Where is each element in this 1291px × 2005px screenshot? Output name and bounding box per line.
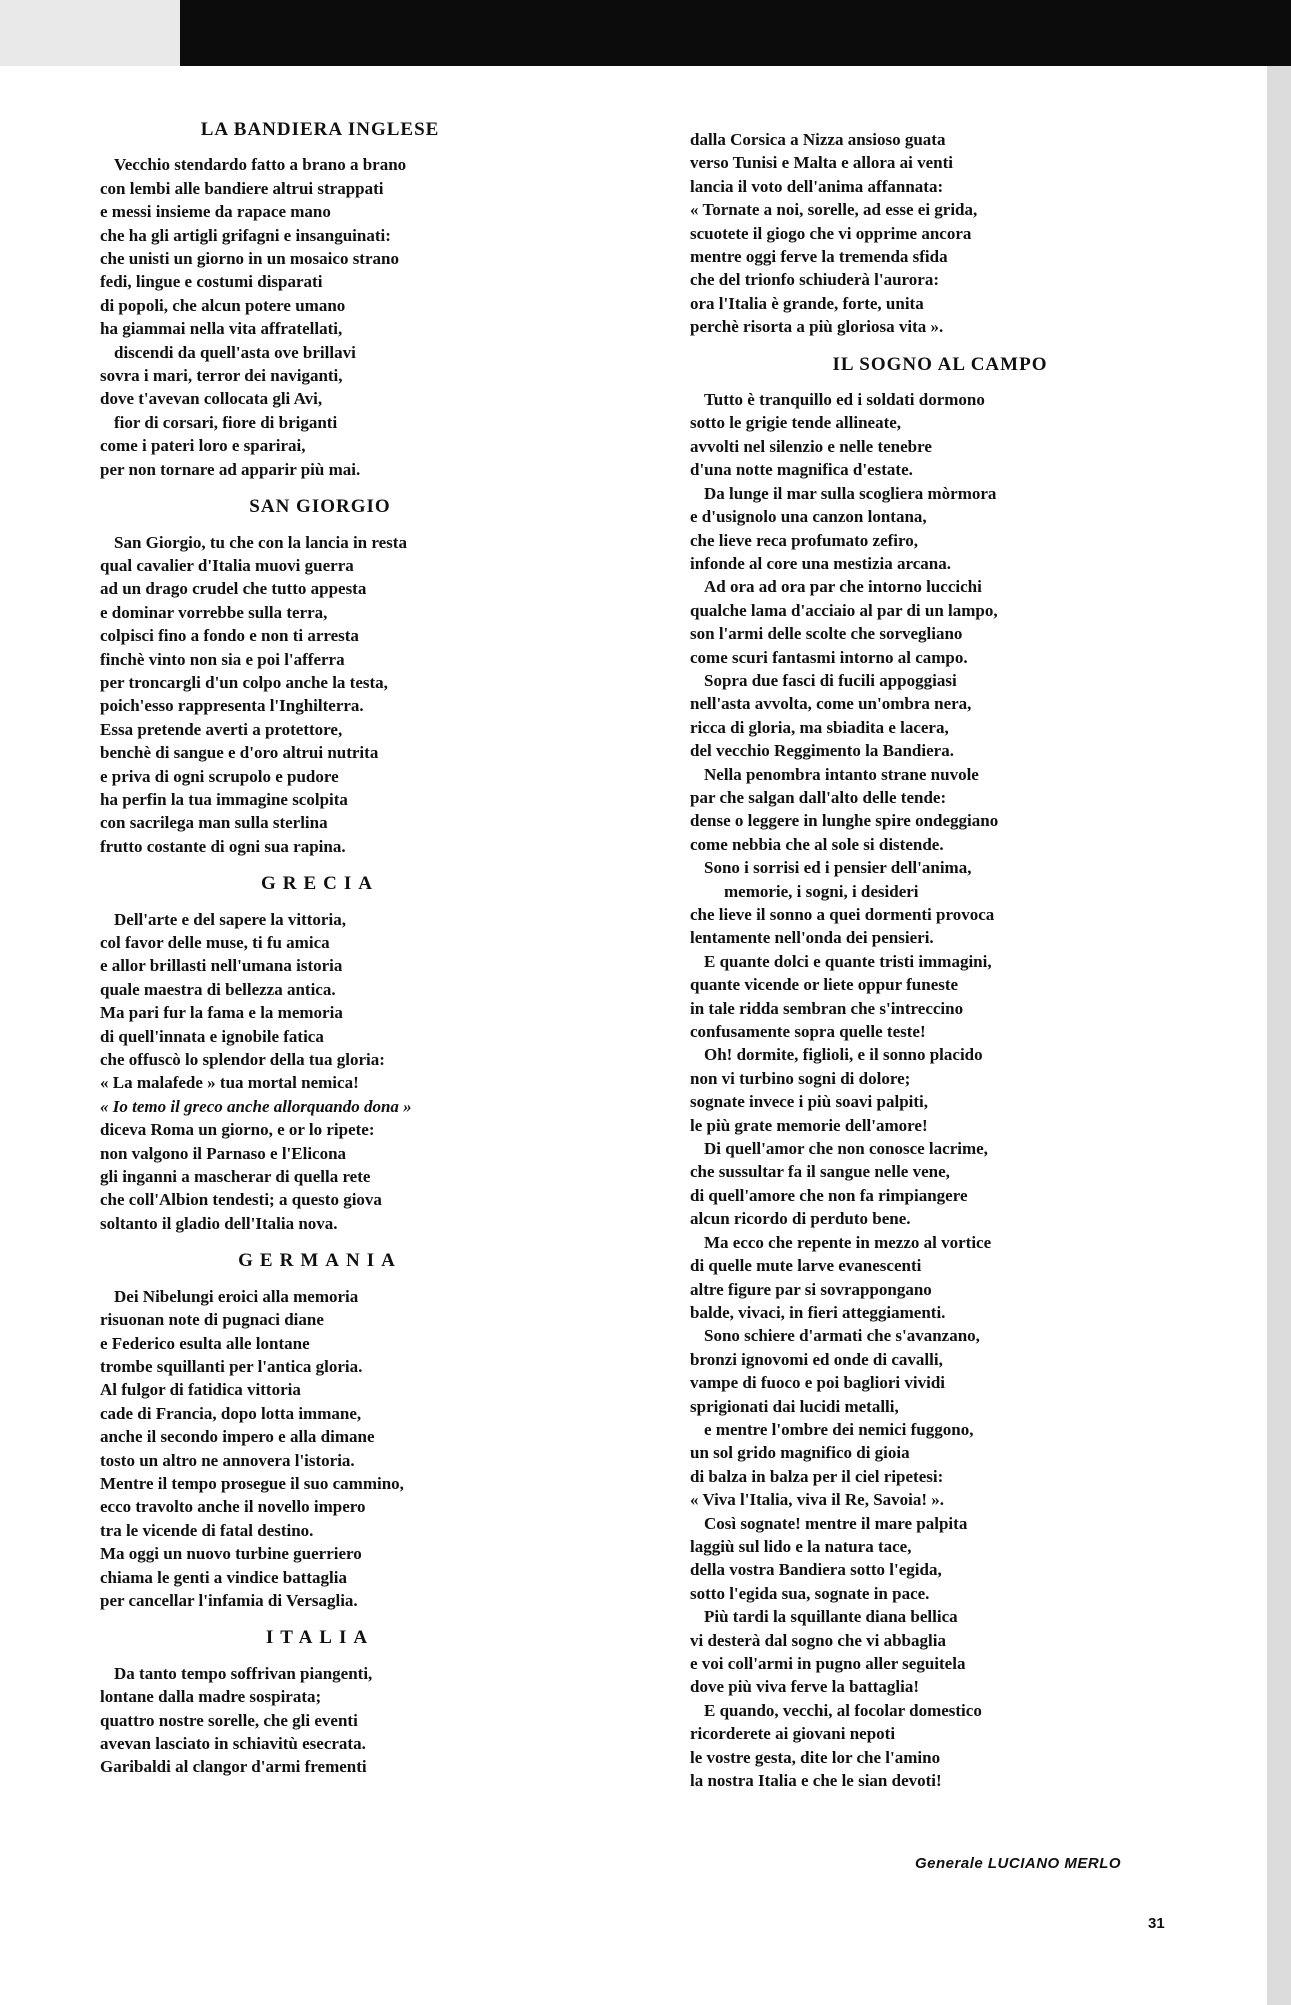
- poem-line: nell'asta avvolta, come un'ombra nera,: [690, 694, 972, 714]
- poem-line: Sono schiere d'armati che s'avanzano,: [704, 1326, 980, 1346]
- poem-line: « Io temo il greco anche allorquando dona »: [100, 1096, 412, 1116]
- poem-line: chiama le genti a vindice battaglia: [100, 1567, 347, 1587]
- poem-line: ha perfin la tua immagine scolpita: [100, 789, 348, 809]
- poem-line: con sacrilega man sulla sterlina: [100, 813, 328, 833]
- poem-line: di quelle mute larve evanescenti: [690, 1256, 922, 1276]
- poem-germania: [100, 1249, 540, 1612]
- poem-line: col favor delle muse, ti fu amica: [100, 933, 330, 952]
- poem-line: e allor brillasti nell'umana istoria: [100, 956, 343, 976]
- poem-line: Mentre il tempo prosegue il suo cammino,: [100, 1473, 404, 1493]
- scan-top-border: [0, 0, 1291, 66]
- poem-line: un sol grido magnifico di gioia: [690, 1443, 910, 1463]
- poem-line: dense o leggere in lunghe spire ondeggiano: [690, 811, 999, 831]
- poem-line: Così sognate! mentre il mare palpita: [704, 1513, 968, 1533]
- poem-line: fedi, lingue e costumi disparati: [100, 272, 323, 292]
- poem-line: quattro nostre sorelle, che gli eventi: [100, 1710, 358, 1730]
- poem-line: confusamente sopra quelle teste!: [690, 1022, 926, 1042]
- poem-line: come i pateri loro e sparirai,: [100, 436, 306, 456]
- poem-line: soltanto il gladio dell'Italia nova.: [100, 1213, 338, 1233]
- poem-line: sprigionati dai lucidi metalli,: [690, 1396, 899, 1416]
- poem-line: ricca di gloria, ma sbiadita e lacera,: [690, 717, 949, 737]
- poem-line: cade di Francia, dopo lotta immane,: [100, 1403, 362, 1423]
- poem-line: par che salgan dall'alto delle tende:: [690, 787, 947, 807]
- poem-line: Sono i sorrisi ed i pensier dell'anima,: [704, 858, 972, 878]
- poem-title: GERMANIA: [238, 1250, 402, 1272]
- poem-line: Di quell'amor che non conosce lacrime,: [704, 1139, 988, 1159]
- poem-line: ora l'Italia è grande, forte, unita: [690, 293, 924, 313]
- poem-line: Tutto è tranquillo ed i soldati dormono: [704, 390, 985, 410]
- poem-line: e voi coll'armi in pugno aller seguitela: [690, 1654, 966, 1673]
- poem-line: perchè risorta a più gloriosa vita ».: [690, 317, 944, 337]
- poem-line: poich'esso rappresenta l'Inghilterra.: [100, 696, 364, 716]
- poem-line: non valgono il Parnaso e l'Elicona: [100, 1143, 347, 1163]
- poem-line: Garibaldi al clangor d'armi frementi: [100, 1757, 367, 1777]
- poem-line: infonde al core una mestizia arcana.: [690, 553, 951, 573]
- poem-line: della vostra Bandiera sotto l'egida,: [690, 1560, 942, 1580]
- poem-line: memorie, i sogni, i desideri: [724, 881, 919, 901]
- poem-line: Al fulgor di fatidica vittoria: [100, 1380, 301, 1400]
- poem-line: Da lunge il mar sulla scogliera mòrmora: [704, 483, 997, 503]
- poem-italia: [100, 1626, 540, 1778]
- poem-line: e mentre l'ombre dei nemici fuggono,: [704, 1419, 974, 1439]
- poem-line: qual cavalier d'Italia muovi guerra: [100, 555, 354, 575]
- poem-line: balde, vivaci, in fieri atteggiamenti.: [690, 1302, 946, 1322]
- poem-line: quale maestra di bellezza antica.: [100, 979, 336, 999]
- poem-line: tosto un altro ne annovera l'istoria.: [100, 1450, 355, 1470]
- poem-line: come nebbia che al sole si distende.: [690, 834, 944, 854]
- poem-line: di popoli, che alcun potere umano: [100, 295, 346, 315]
- poem-line: trombe squillanti per l'antica gloria.: [100, 1356, 363, 1376]
- poem-line: per non tornare ad apparir più mai.: [100, 459, 361, 479]
- poem-bandiera-inglese: [100, 118, 540, 481]
- poem-line: sotto l'egida sua, sognate in pace.: [690, 1583, 930, 1603]
- poem-line: dove più viva ferve la battaglia!: [690, 1677, 920, 1697]
- poem-line: Dei Nibelungi eroici alla memoria: [114, 1286, 359, 1306]
- poem-line: laggiù sul lido e la natura tace,: [690, 1536, 912, 1556]
- poem-line: bronzi ignovomi ed onde di cavalli,: [690, 1349, 943, 1369]
- poem-line: verso Tunisi e Malta e allora ai venti: [690, 153, 954, 173]
- scan-right-edge: [1267, 66, 1291, 2005]
- scan-top-notch: [0, 0, 180, 66]
- poem-line: fior di corsari, fiore di briganti: [114, 412, 338, 432]
- poem-line: Oh! dormite, figlioli, e il sonno placido: [704, 1045, 983, 1065]
- poem-line: con lembi alle bandiere altrui strappati: [100, 178, 384, 198]
- poem-line: Essa pretende averti a protettore,: [100, 719, 343, 739]
- poem-line: per troncargli d'un colpo anche la testa,: [100, 672, 388, 692]
- poem-line: non vi turbino sogni di dolore;: [690, 1068, 911, 1088]
- poem-line: San Giorgio, tu che con la lancia in resta: [114, 532, 407, 552]
- poem-line: altre figure par si sovrappongano: [690, 1279, 932, 1299]
- poem-line: qualche lama d'acciaio al par di un lampo,: [690, 600, 998, 620]
- poem-lines: [100, 1662, 540, 1779]
- poem-line: scuotete il giogo che vi opprime ancora: [690, 223, 972, 243]
- poem-line: ecco travolto anche il novello impero: [100, 1497, 366, 1517]
- poem-line: tra le vicende di fatal destino.: [100, 1520, 314, 1540]
- poem-line: dalla Corsica a Nizza ansioso guata: [690, 130, 946, 149]
- poem-line: Ma oggi un nuovo turbine guerriero: [100, 1544, 362, 1564]
- poem-line: colpisci fino a fondo e non ti arresta: [100, 626, 359, 646]
- poem-line: anche il secondo impero e alla dimane: [100, 1427, 375, 1447]
- poem-line: sotto le grigie tende allineate,: [690, 413, 902, 433]
- poem-line: di quell'innata e ignobile fatica: [100, 1026, 324, 1046]
- poem-line: che offuscò lo splendor della tua gloria:: [100, 1050, 385, 1070]
- poem-line: Sopra due fasci di fucili appoggiasi: [704, 670, 957, 690]
- right-column: [690, 128, 1190, 1800]
- poem-line: le più grate memorie dell'amore!: [690, 1115, 928, 1135]
- poem-lines: [100, 1285, 540, 1613]
- poem-line: vampe di fuoco e poi bagliori vividi: [690, 1373, 946, 1393]
- poem-line: risuonan note di pugnaci diane: [100, 1310, 324, 1330]
- poem-line: di quell'amore che non fa rimpiangere: [690, 1185, 968, 1205]
- poem-lines: [690, 388, 1190, 1792]
- poem-line: del vecchio Reggimento la Bandiera.: [690, 741, 954, 761]
- poem-title: GRECIA: [260, 873, 379, 895]
- poem-line: in tale ridda sembran che s'intreccino: [690, 998, 964, 1018]
- poem-line: lancia il voto dell'anima affannata:: [690, 176, 944, 196]
- poem-line: la nostra Italia e che le sian devoti!: [690, 1771, 942, 1791]
- poem-grecia: [100, 872, 540, 1235]
- poem-sogno-al-campo: [690, 353, 1190, 1793]
- left-column: [100, 118, 540, 1787]
- poem-line: sovra i mari, terror dei naviganti,: [100, 366, 343, 386]
- poem-line: Vecchio stendardo fatto a brano a brano: [114, 155, 407, 175]
- poem-line: E quante dolci e quante tristi immagini,: [704, 951, 992, 971]
- poem-title: ITALIA: [265, 1627, 375, 1649]
- poem-line: d'una notte magnifica d'estate.: [690, 460, 913, 480]
- poem-title: IL SOGNO AL CAMPO: [832, 353, 1048, 375]
- poem-italia-continuation: [690, 128, 1190, 339]
- poem-line: Più tardi la squillante diana bellica: [704, 1607, 958, 1627]
- poem-line: e priva di ogni scrupolo e pudore: [100, 766, 339, 786]
- poem-line: discendi da quell'asta ove brillavi: [114, 342, 356, 362]
- poem-title: LA BANDIERA INGLESE: [200, 119, 440, 140]
- poem-line: come scuri fantasmi intorno al campo.: [690, 647, 968, 667]
- poem-line: Ma ecco che repente in mezzo al vortice: [704, 1232, 992, 1252]
- poem-lines: [100, 531, 540, 859]
- poem-line: che lieve reca profumato zefiro,: [690, 530, 919, 550]
- poem-line: ad un drago crudel che tutto appesta: [100, 579, 367, 599]
- poem-line: benchè di sangue e d'oro altrui nutrita: [100, 743, 379, 763]
- poem-line: di balza in balza per il ciel ripetesi:: [690, 1466, 944, 1486]
- poem-line: alcun ricordo di perduto bene.: [690, 1209, 911, 1229]
- poem-line: le vostre gesta, dite lor che l'amino: [690, 1747, 941, 1767]
- poem-line: Da tanto tempo soffrivan piangenti,: [114, 1663, 373, 1683]
- poem-line: e d'usignolo una canzon lontana,: [690, 507, 927, 527]
- poem-line: ha giammai nella vita affratellati,: [100, 319, 343, 339]
- poem-line: « Tornate a noi, sorelle, ad esse ei grida,: [690, 200, 978, 220]
- poem-lines: [100, 153, 540, 481]
- poem-line: e dominar vorrebbe sulla terra,: [100, 602, 328, 622]
- poem-line: Ad ora ad ora par che intorno luccichi: [704, 577, 982, 597]
- poem-line: mentre oggi ferve la tremenda sfida: [690, 247, 948, 267]
- poem-line: diceva Roma un giorno, e or lo ripete:: [100, 1120, 375, 1140]
- poem-line: che ha gli artigli grifagni e insanguinati:: [100, 225, 391, 245]
- poem-line: finchè vinto non sia e poi l'afferra: [100, 649, 345, 669]
- poem-title: SAN GIORGIO: [249, 496, 391, 518]
- page-number: 31: [1148, 1915, 1165, 1932]
- poem-line: e messi insieme da rapace mano: [100, 202, 331, 222]
- poem-line: che unisti un giorno in un mosaico strano: [100, 249, 399, 269]
- poem-line: quante vicende or liete oppur funeste: [690, 975, 959, 995]
- poem-line: che sussultar fa il sangue nelle vene,: [690, 1162, 950, 1182]
- poem-line: sognate invece i più soavi palpiti,: [690, 1092, 929, 1112]
- poem-line: avvolti nel silenzio e nelle tenebre: [690, 436, 932, 456]
- poem-san-giorgio: [100, 495, 540, 858]
- poem-lines: [100, 908, 540, 1236]
- poem-line: che del trionfo schiuderà l'aurora:: [690, 270, 939, 290]
- poem-line: lentamente nell'onda dei pensieri.: [690, 928, 934, 948]
- poem-line: ricorderete ai giovani nepoti: [690, 1724, 896, 1744]
- author-signature: Generale LUCIANO MERLO: [915, 1855, 1122, 1872]
- poem-line: « Viva l'Italia, viva il Re, Savoia! ».: [690, 1490, 945, 1510]
- poem-line: che coll'Albion tendesti; a questo giova: [100, 1190, 382, 1210]
- poem-line: lontane dalla madre sospirata;: [100, 1687, 322, 1707]
- poem-line: frutto costante di ogni sua rapina.: [100, 836, 346, 856]
- poem-line: per cancellar l'infamia di Versaglia.: [100, 1590, 358, 1610]
- poem-line: dove t'avevan collocata gli Avi,: [100, 389, 323, 409]
- poem-line: vi desterà dal sogno che vi abbaglia: [690, 1630, 946, 1650]
- poem-line: Ma pari fur la fama e la memoria: [100, 1003, 343, 1023]
- poem-line: che lieve il sonno a quei dormenti provoca: [690, 905, 995, 924]
- poem-line: E quando, vecchi, al focolar domestico: [704, 1700, 982, 1720]
- poem-line: Dell'arte e del sapere la vittoria,: [114, 909, 346, 929]
- poem-line: avevan lasciato in schiavitù esecrata.: [100, 1734, 366, 1753]
- poem-line: « La malafede » tua mortal nemica!: [100, 1073, 359, 1093]
- poem-line: son l'armi delle scolte che sorvegliano: [690, 624, 963, 644]
- poem-line: gli inganni a mascherar di quella rete: [100, 1167, 371, 1187]
- poem-line: Nella penombra intanto strane nuvole: [704, 764, 979, 784]
- poem-line: e Federico esulta alle lontane: [100, 1333, 310, 1353]
